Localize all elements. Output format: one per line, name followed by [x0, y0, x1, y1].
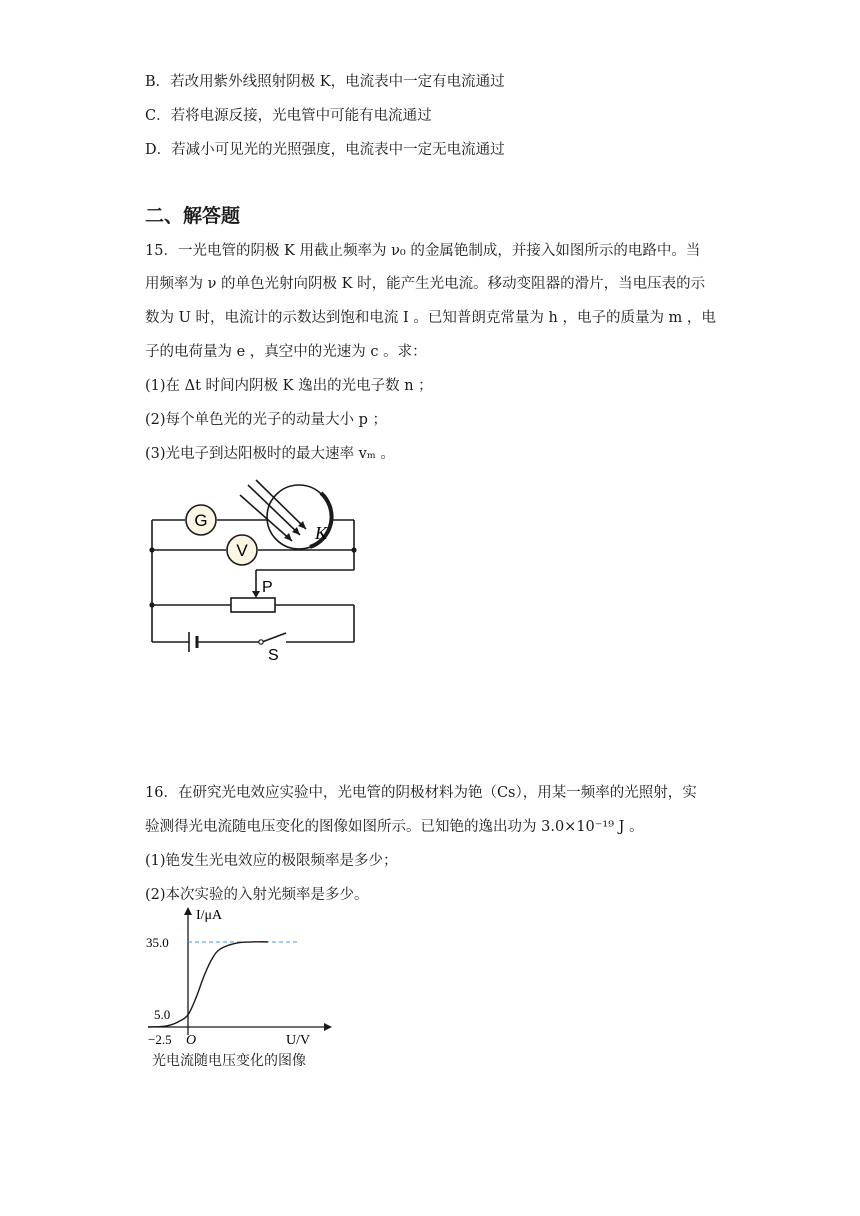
q16-line-2: 验测得光电流随电压变化的图像如图所示。已知铯的逸出功为 3.0×10⁻¹⁹ J 。	[145, 819, 644, 835]
origin-label: O	[186, 1033, 197, 1048]
slider-label: P	[262, 579, 273, 596]
q15-part-3: (3)光电子到达阳极时的最大速率 vₘ 。	[145, 446, 395, 462]
option-b: B．若改用紫外线照射阴极 K，电流表中一定有电流通过	[145, 74, 505, 90]
option-d: D．若减小可见光的光照强度，电流表中一定无电流通过	[145, 142, 505, 158]
q15-line-2: 用频率为 ν 的单色光射向阴极 K 时，能产生光电流。移动变阻器的滑片，当电压表的示	[145, 276, 706, 292]
x-tick-neg-2-5: −2.5	[148, 1032, 172, 1047]
q15-line-1: 15．一光电管的阴极 K 用截止频率为 ν₀ 的金属铯制成，并接入如图所示的电路中。当	[145, 243, 701, 259]
switch-label: S	[268, 647, 279, 664]
q15-part-1: (1)在 Δt 时间内阴极 K 逸出的光电子数 n ；	[145, 378, 433, 394]
section-title: 二、解答题	[145, 205, 241, 227]
y-tick-5: 5.0	[154, 1006, 171, 1022]
q15-line-3: 数为 U 时，电流计的示数达到饱和电流 I 。已知普朗克常量为 h ，电子的质量为 m ，电	[145, 310, 716, 326]
x-axis-label: U/V	[286, 1033, 311, 1048]
option-c: C．若将电源反接，光电管中可能有电流通过	[145, 108, 432, 124]
graph-caption: 光电流随电压变化的图像	[152, 1053, 306, 1069]
q15-part-2: (2)每个单色光的光子的动量大小 p ；	[145, 412, 388, 428]
q16-part-2: (2)本次实验的入射光频率是多少。	[145, 887, 369, 903]
q16-part-1: (1)铯发生光电效应的极限频率是多少；	[145, 853, 398, 869]
photocurrent-graph	[140, 905, 340, 1050]
y-axis-label: I/μA	[196, 908, 223, 923]
q15-line-4: 子的电荷量为 e ，真空中的光速为 c 。求：	[145, 344, 427, 360]
voltmeter-label: V	[236, 541, 248, 560]
q16-line-1: 16．在研究光电效应实验中，光电管的阴极材料为铯（Cs），用某一频率的光照射，实	[145, 785, 697, 801]
circuit-diagram	[140, 475, 380, 665]
cathode-label: K	[315, 523, 328, 543]
galvanometer-label: G	[194, 511, 208, 530]
y-tick-35: 35.0	[146, 934, 169, 950]
